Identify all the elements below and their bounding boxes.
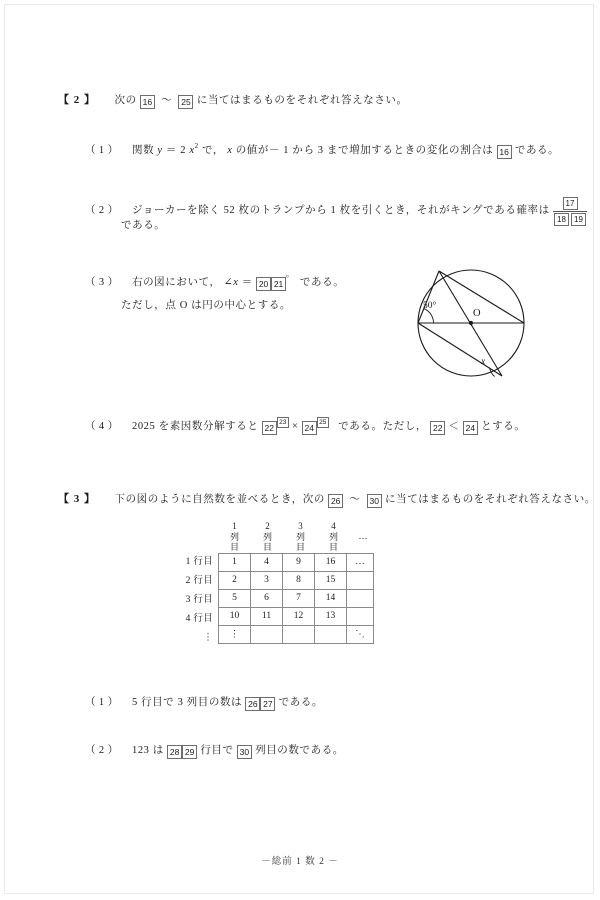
q3-angle-symbol: ∠ — [223, 277, 234, 288]
cell-r3c1: 5 — [219, 589, 251, 607]
cell-r2c1: 2 — [219, 571, 251, 589]
row-label-2: 2 行目 — [185, 575, 213, 586]
q1-eq-equals: ＝ — [165, 145, 178, 156]
section3-range-end-box: 30 — [367, 494, 382, 508]
center-point-dot — [469, 321, 473, 325]
row-label-3: 3 行目 — [185, 594, 213, 605]
cell-r3c5 — [347, 589, 374, 607]
s3-q1-text-1: 5 行目で 3 列目の数は — [131, 697, 243, 708]
q4-text-2: である。ただし， — [338, 421, 428, 432]
section2-range-tilde: 〜 — [161, 95, 173, 106]
cell-r1c5: … — [347, 553, 374, 571]
section2-label: 【 2 】 — [58, 94, 96, 106]
circle-geometry-figure — [401, 257, 569, 397]
section3-range-tilde: 〜 — [349, 494, 361, 505]
column-header-3-digit: 3 — [298, 521, 303, 531]
cell-r4c3: 12 — [283, 607, 315, 625]
exam-page — [4, 4, 594, 894]
column-header-1-digit: 1 — [232, 521, 237, 531]
q1-text-4: の値が－ 1 から 3 まで増加するときの変化の割合は — [235, 145, 494, 156]
cell-r5c4 — [315, 625, 347, 643]
q2-answer-box-17: 17 — [563, 197, 578, 210]
q4-times-symbol: × — [291, 421, 299, 432]
q2-text-2: である。 — [121, 220, 166, 231]
s3-q2-answer-box-29: 29 — [182, 745, 197, 759]
fraction-denominator — [553, 212, 587, 226]
table-row — [219, 607, 374, 625]
circle-figure-svg — [401, 257, 569, 397]
column-header-1-char1: 列 — [229, 531, 239, 542]
cell-r1c3: 9 — [283, 553, 315, 571]
section3-q1 — [85, 697, 323, 711]
angle-label-50: 50° — [423, 301, 437, 311]
section2-q4 — [85, 417, 525, 435]
section2-q2-line2 — [121, 221, 165, 232]
q1-text-5: である。 — [514, 145, 560, 156]
table-row — [219, 571, 374, 589]
q3-angle-variable: x — [233, 277, 239, 288]
chord-left-top — [418, 271, 439, 323]
q1-eq-y: y — [157, 145, 163, 156]
column-header-2 — [251, 521, 284, 553]
s3-q1-text-2: である。 — [278, 697, 324, 708]
row-label-ellipsis: ⋮ — [203, 632, 213, 643]
column-header-3-char2: 目 — [295, 542, 305, 552]
cell-r4c4: 13 — [315, 607, 347, 625]
s3-q2-number: （ 2 ） — [85, 745, 119, 756]
page-content — [5, 5, 596, 893]
cell-r3c2: 6 — [251, 589, 283, 607]
s3-q2-answer-box-28: 28 — [167, 745, 182, 759]
cell-r2c5 — [347, 571, 374, 589]
q4-answer-box-24: 24 — [302, 421, 317, 435]
fraction-numerator — [553, 197, 587, 211]
q1-number: （ 1 ） — [85, 145, 119, 156]
s3-q2-text-3: 列目の数である。 — [255, 745, 344, 756]
column-header-3 — [284, 521, 317, 553]
column-header-2-char2: 目 — [262, 542, 272, 552]
cell-r2c2: 3 — [251, 571, 283, 589]
q2-probability-fraction — [553, 197, 587, 226]
cell-r1c2: 4 — [251, 553, 283, 571]
cell-r3c3: 7 — [283, 589, 315, 607]
table-row — [219, 625, 374, 643]
s3-q2-text-1: 123 は — [131, 745, 164, 756]
column-header-ellipsis: … — [358, 530, 368, 541]
section2-lead-post: に当てはまるものをそれぞれ答えなさい。 — [196, 95, 408, 106]
section2-q3-line2 — [121, 301, 291, 312]
cell-r5c1: ⋮ — [219, 625, 251, 643]
q1-text-3: x — [227, 145, 233, 156]
column-header-2-digit: 2 — [265, 521, 270, 531]
q1-eq-var: x — [189, 145, 195, 156]
section2-q1 — [85, 143, 559, 159]
q3-text-2: である。 — [299, 277, 345, 288]
section3-range-start-box: 26 — [328, 494, 343, 508]
section3-lead-post: に当てはまるものをそれぞれ答えなさい。 — [385, 494, 596, 505]
cell-r1c1: 1 — [219, 553, 251, 571]
column-header-1-char2: 目 — [229, 542, 239, 552]
row-label-4: 4 行目 — [185, 613, 213, 624]
q3-number: （ 3 ） — [85, 277, 119, 288]
q3-answer-box-21: 21 — [271, 277, 286, 291]
cell-r1c4: 16 — [315, 553, 347, 571]
section2-range-start-box: 16 — [140, 95, 155, 109]
section2-q3-line1 — [85, 275, 344, 291]
cell-r5c2 — [251, 625, 283, 643]
cell-r4c1: 10 — [219, 607, 251, 625]
cell-r4c5 — [347, 607, 374, 625]
section2-range-end-box: 25 — [178, 95, 193, 109]
column-header-4-digit: 4 — [331, 521, 336, 531]
cell-r2c3: 8 — [283, 571, 315, 589]
q2-answer-box-18: 18 — [554, 213, 569, 226]
q1-text-1: 関数 — [131, 145, 155, 156]
q4-text-3: とする。 — [481, 421, 526, 432]
page-footer: －総前 1 数 2 － — [261, 857, 339, 867]
q3-degree-sign: ° — [286, 274, 290, 282]
number-arrangement-table — [171, 521, 376, 648]
section3-heading — [58, 494, 596, 508]
table-row-labels — [171, 553, 218, 648]
column-header-3-char1: 列 — [295, 531, 305, 542]
q1-eq-coef: 2 — [180, 145, 187, 156]
table-row — [219, 589, 374, 607]
q2-answer-box-19: 19 — [571, 213, 586, 226]
cell-r4c2: 11 — [251, 607, 283, 625]
s3-q1-answer-box-27: 27 — [260, 697, 275, 711]
q3-text-1: 右の図において， — [131, 277, 221, 288]
q1-eq-pow: 2 — [194, 142, 199, 150]
q4-answer-box-25: 25 — [317, 417, 329, 428]
cell-r3c4: 14 — [315, 589, 347, 607]
section3-label: 【 3 】 — [58, 493, 96, 505]
center-label-O: O — [473, 308, 481, 319]
s3-q2-text-2: 行目で — [200, 745, 234, 756]
q1-text-2: で， — [201, 145, 224, 156]
section2-heading — [58, 95, 408, 109]
angle-label-x: x — [481, 357, 486, 367]
cell-r2c4: 15 — [315, 571, 347, 589]
q3-answer-box-20: 20 — [256, 277, 271, 291]
cell-r5c5: ⋱ — [347, 625, 374, 643]
section3-lead-pre: 下の図のように自然数を並べるとき，次の — [114, 494, 325, 505]
section3-q2 — [85, 745, 344, 759]
q4-compare-symbol: ＜ — [448, 421, 460, 432]
table-body-area — [171, 553, 376, 648]
table-row — [219, 553, 374, 571]
q4-compare-box-24: 24 — [463, 421, 478, 435]
number-grid — [218, 553, 374, 644]
cell-r5c3 — [283, 625, 315, 643]
column-header-4-char2: 目 — [328, 542, 338, 552]
q3-equals: ＝ — [241, 277, 253, 288]
q4-text-1: 2025 を素因数分解すると — [131, 421, 259, 432]
q2-number: （ 2 ） — [85, 205, 119, 216]
q2-text-1: ジョーカーを除く 52 枚のトランプから 1 枚を引くとき，それがキングである確率は — [131, 205, 550, 216]
q4-number: （ 4 ） — [85, 421, 119, 432]
s3-q1-number: （ 1 ） — [85, 697, 119, 708]
q4-answer-box-23: 23 — [277, 417, 289, 428]
q4-answer-box-22: 22 — [262, 421, 277, 435]
s3-q2-answer-box-30: 30 — [237, 745, 252, 759]
column-header-1 — [218, 521, 251, 553]
column-header-4 — [317, 521, 350, 553]
section2-lead-pre: 次の — [114, 95, 137, 106]
q1-answer-box-16: 16 — [497, 145, 512, 159]
q4-compare-box-22: 22 — [430, 421, 445, 435]
table-column-headers — [218, 521, 376, 553]
s3-q1-answer-box-26: 26 — [245, 697, 260, 711]
column-header-2-char1: 列 — [262, 531, 272, 542]
chord-top-right — [439, 271, 524, 323]
row-label-1: 1 行目 — [185, 556, 213, 567]
column-header-4-char1: 列 — [328, 531, 338, 542]
q3-text-3: ただし，点 O は円の中心とする。 — [121, 300, 292, 311]
